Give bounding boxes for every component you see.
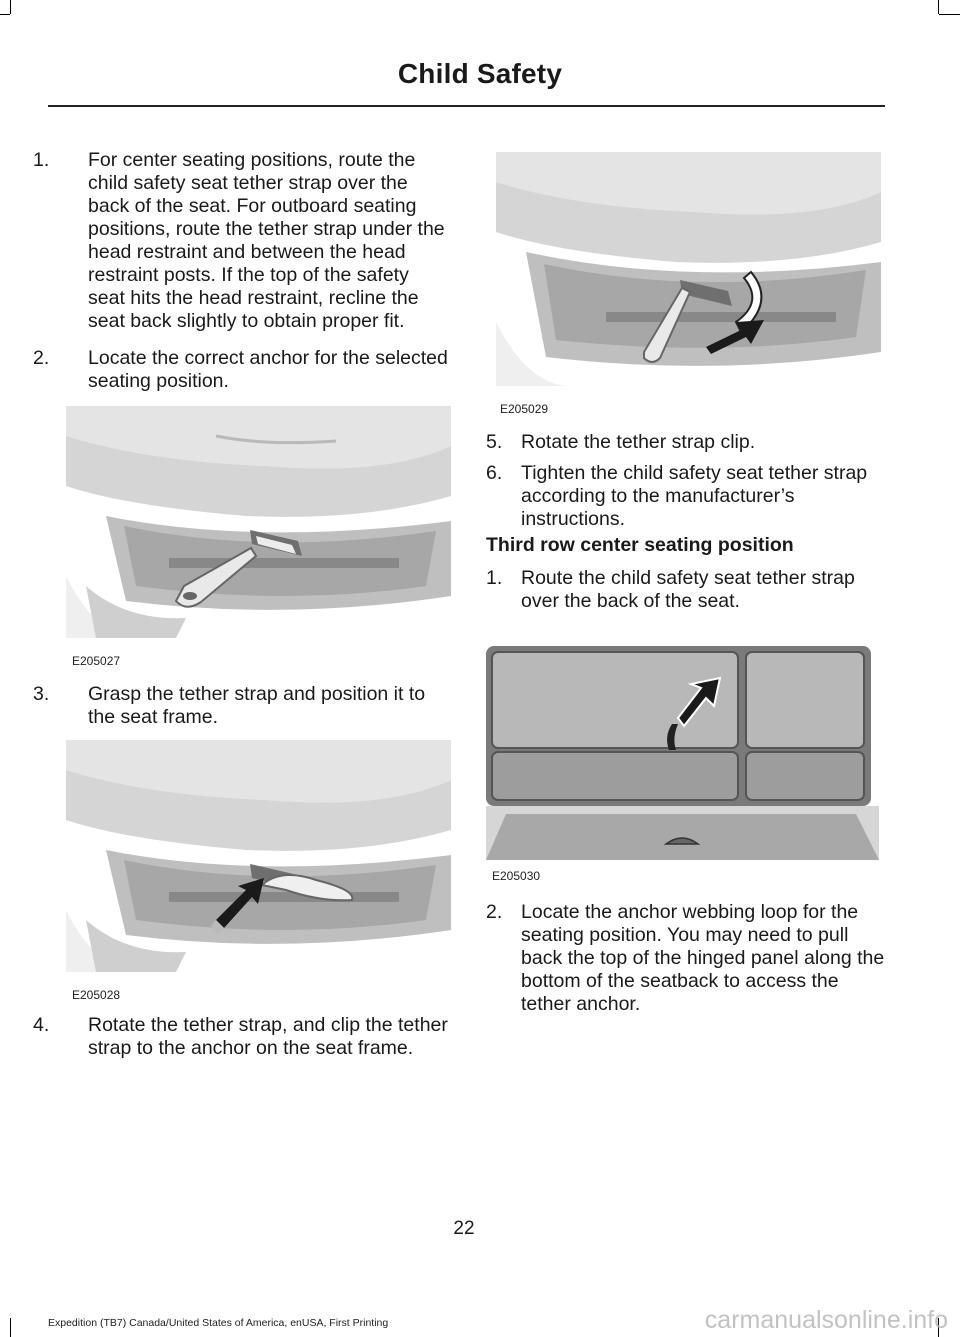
seat-anchor-clip-arrow-illustration — [66, 740, 451, 972]
figure-e205028 — [66, 740, 451, 972]
step-b1 — [486, 567, 886, 613]
step-text: Locate the anchor webbing loop for the seating position. You may need to pull back the top of the hinged panel along the bottom of the seatback to access the tether anchor. — [521, 901, 885, 1015]
step-text: Locate the correct anchor for the selected seating position. — [88, 347, 448, 392]
crop-mark — [938, 0, 939, 14]
figure-e205029 — [496, 152, 881, 386]
step-number: 5. — [486, 431, 503, 453]
step-text: Grasp the tether strap and position it to the seat frame. — [88, 683, 426, 728]
step-3 — [33, 683, 451, 729]
page-title: Child Safety — [397, 58, 563, 89]
step-number: 2. — [33, 347, 50, 369]
step-text: Rotate the tether strap clip. — [521, 431, 756, 453]
footer-text: Expedition (TB7) Canada/United States of America, enUSA, First Printing — [48, 1317, 389, 1329]
tether-rotate-arrow-illustration — [496, 152, 881, 386]
step-1 — [33, 149, 451, 333]
figure-e205027 — [66, 406, 451, 638]
step-5 — [486, 431, 886, 454]
step-number: 4. — [33, 1014, 50, 1036]
step-text: For center seating positions, route the child safety seat tether strap over the back of the seat. For outboard seating positions, route the tether strap under the head restraint and between the head restraint posts. If the top of the safety seat hits the head restraint, recline the seat back slightly to obtain proper fit. — [88, 149, 445, 332]
step-6 — [486, 462, 886, 531]
crop-mark — [10, 0, 11, 14]
watermark: carmanualsonline.info — [704, 1306, 948, 1334]
step-text: Rotate the tether strap, and clip the tether strap to the anchor on the seat frame. — [88, 1014, 448, 1059]
page-number: 22 — [453, 1218, 475, 1239]
figure-code: E205027 — [72, 654, 121, 668]
crop-mark — [0, 14, 10, 15]
figure-code: E205030 — [492, 869, 541, 883]
section-subheading: Third row center seating position — [486, 534, 794, 556]
third-row-seat-illustration — [486, 646, 879, 860]
step-text: Tighten the child safety seat tether strap according to the manufacturer’s instructions. — [521, 462, 868, 530]
figure-e205030 — [486, 646, 879, 860]
step-number: 1. — [33, 149, 50, 171]
step-b2 — [486, 901, 886, 1016]
crop-mark — [939, 14, 960, 15]
step-2 — [33, 347, 451, 393]
step-number: 1. — [486, 567, 503, 589]
step-number: 6. — [486, 462, 503, 484]
step-number: 2. — [486, 901, 503, 923]
step-number: 3. — [33, 683, 50, 705]
crop-mark — [10, 1318, 11, 1337]
step-text: Route the child safety seat tether strap over the back of the seat. — [521, 567, 855, 612]
title-rule — [48, 105, 885, 107]
seat-anchor-illustration — [66, 406, 451, 638]
step-4 — [33, 1014, 451, 1060]
figure-code: E205029 — [500, 402, 549, 416]
figure-code: E205028 — [72, 988, 121, 1002]
